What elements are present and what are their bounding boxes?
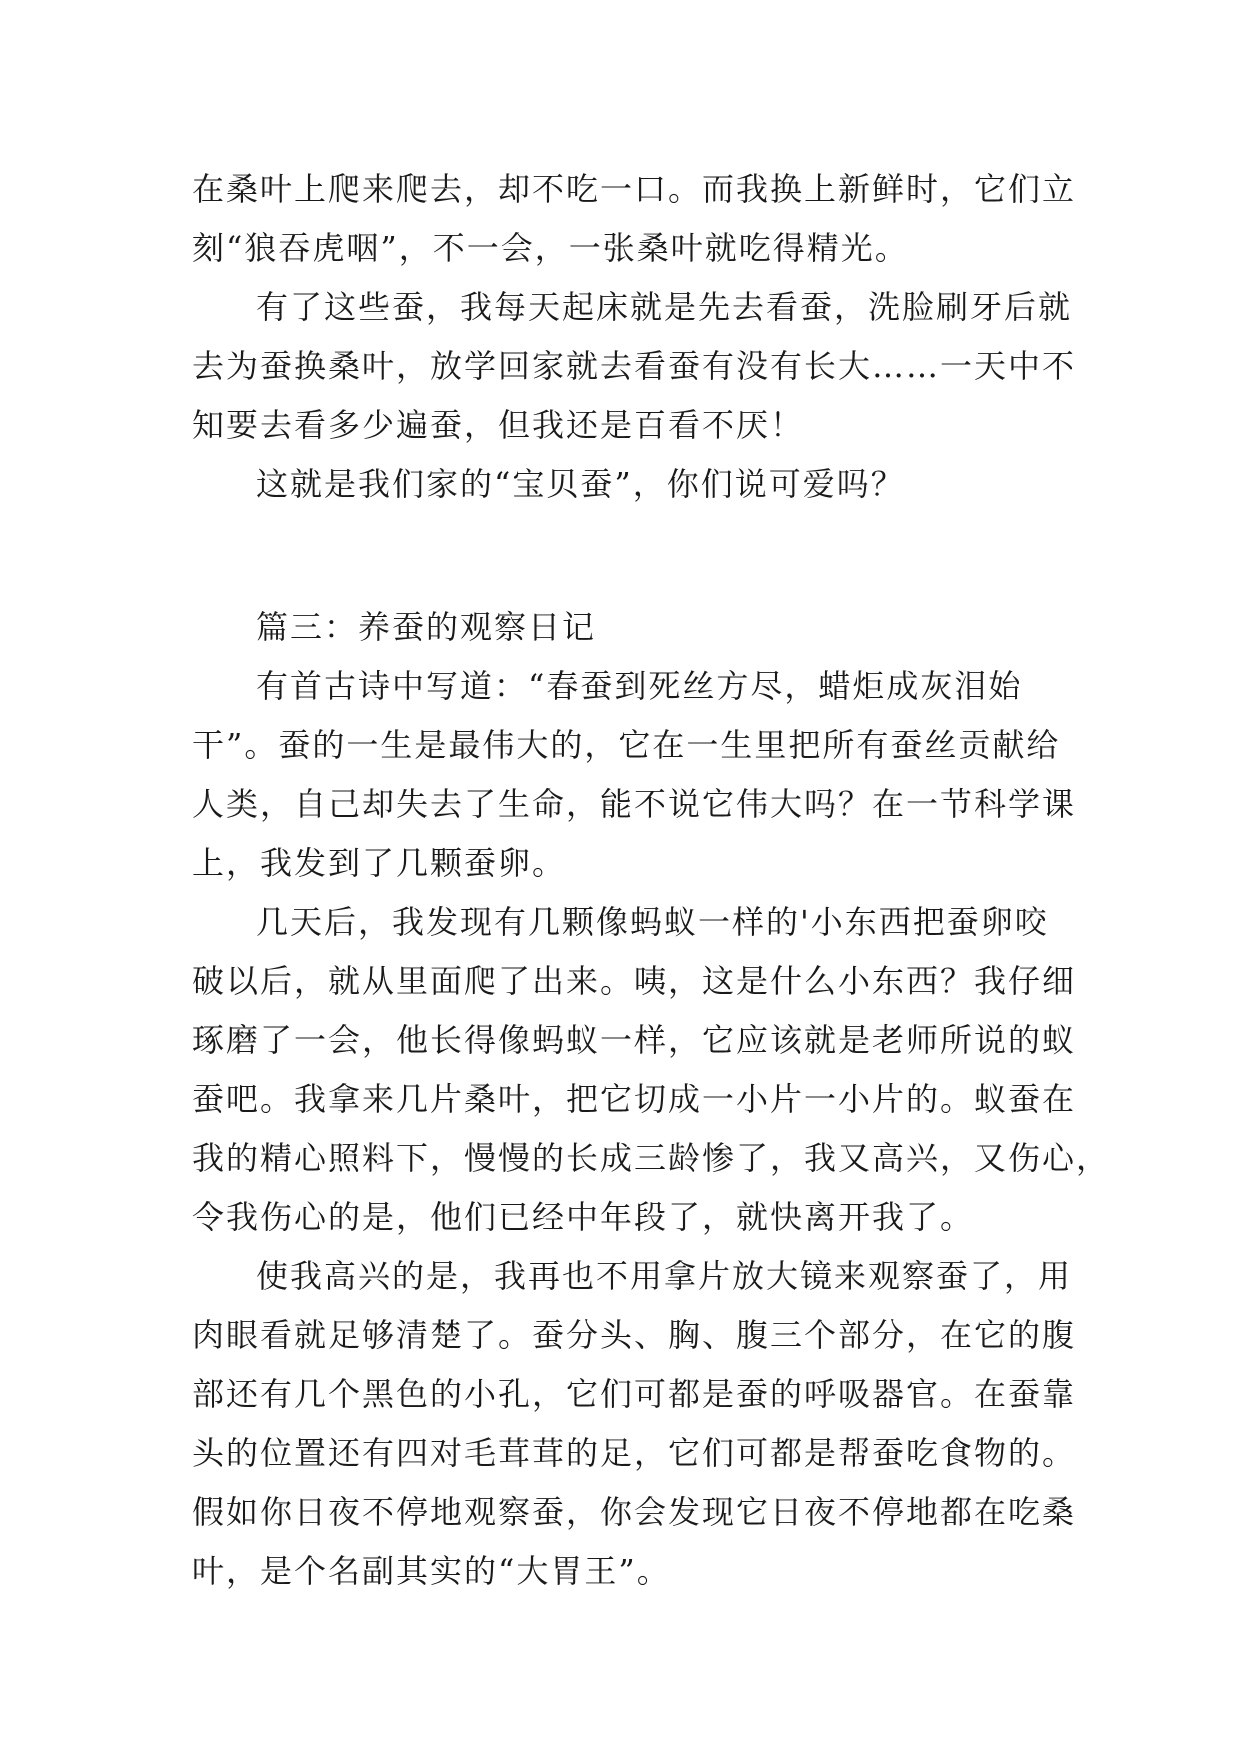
section-heading: 篇三：养蚕的观察日记	[256, 608, 597, 646]
text-line: 有首古诗中写道：“春蚕到死丝方尽，蜡炬成灰泪始	[256, 667, 1023, 705]
text-line: 刻“狼吞虎咽”，不一会，一张桑叶就吃得精光。	[192, 229, 909, 267]
paragraph-hatching	[192, 893, 1111, 1247]
text-line: 叶，是个名副其实的“大胃王”。	[192, 1552, 671, 1590]
section-spacer	[192, 514, 1052, 598]
paragraph-daily-care	[192, 278, 1077, 455]
paragraph-silkworm-eating	[192, 160, 1077, 278]
text-line: 琢磨了一会，他长得像蚂蚁一样，它应该就是老师所说的蚁	[192, 1021, 1077, 1059]
text-line: 干”。蚕的一生是最伟大的，它在一生里把所有蚕丝贡献给	[192, 726, 1061, 764]
text-line: 这就是我们家的“宝贝蚕”，你们说可爱吗？	[256, 465, 905, 503]
text-line: 人类，自己却失去了生命，能不说它伟大吗？在一节科学课	[192, 785, 1077, 823]
text-line: 蚕吧。我拿来几片桑叶，把它切成一小片一小片的。蚁蚕在	[192, 1080, 1077, 1118]
text-line: 去为蚕换桑叶，放学回家就去看蚕有没有长大……一天中不	[192, 347, 1077, 385]
text-line: 部还有几个黑色的小孔，它们可都是蚕的呼吸器官。在蚕靠	[192, 1375, 1077, 1413]
text-line: 头的位置还有四对毛茸茸的足，它们可都是帮蚕吃食物的。	[192, 1434, 1077, 1472]
paragraph-poem-intro	[192, 657, 1077, 893]
text-line: 肉眼看就足够清楚了。蚕分头、胸、腹三个部分，在它的腹	[192, 1316, 1077, 1354]
text-line: 假如你日夜不停地观察蚕，你会发现它日夜不停地都在吃桑	[192, 1493, 1077, 1531]
text-line: 在桑叶上爬来爬去，却不吃一口。而我换上新鲜时，它们立	[192, 170, 1077, 208]
text-line: 几天后，我发现有几颗像蚂蚁一样的'小东西把蚕卵咬	[256, 903, 1049, 941]
text-line: 有了这些蚕，我每天起床就是先去看蚕，洗脸刷牙后就	[256, 288, 1073, 326]
paragraph-anatomy	[192, 1247, 1077, 1601]
text-line: 破以后，就从里面爬了出来。咦，这是什么小东西？我仔细	[192, 962, 1077, 1000]
text-line: 我的精心照料下，慢慢的长成三龄惨了，我又高兴，又伤心，	[192, 1139, 1111, 1177]
text-line: 令我伤心的是，他们已经中年段了，就快离开我了。	[192, 1198, 975, 1236]
text-line: 上，我发到了几颗蚕卵。	[192, 844, 567, 882]
document-body	[192, 160, 1111, 1601]
paragraph-closing	[192, 455, 1052, 514]
text-line: 知要去看多少遍蚕，但我还是百看不厌！	[192, 406, 805, 444]
text-line: 使我高兴的是，我再也不用拿片放大镜来观察蚕了，用	[256, 1257, 1073, 1295]
